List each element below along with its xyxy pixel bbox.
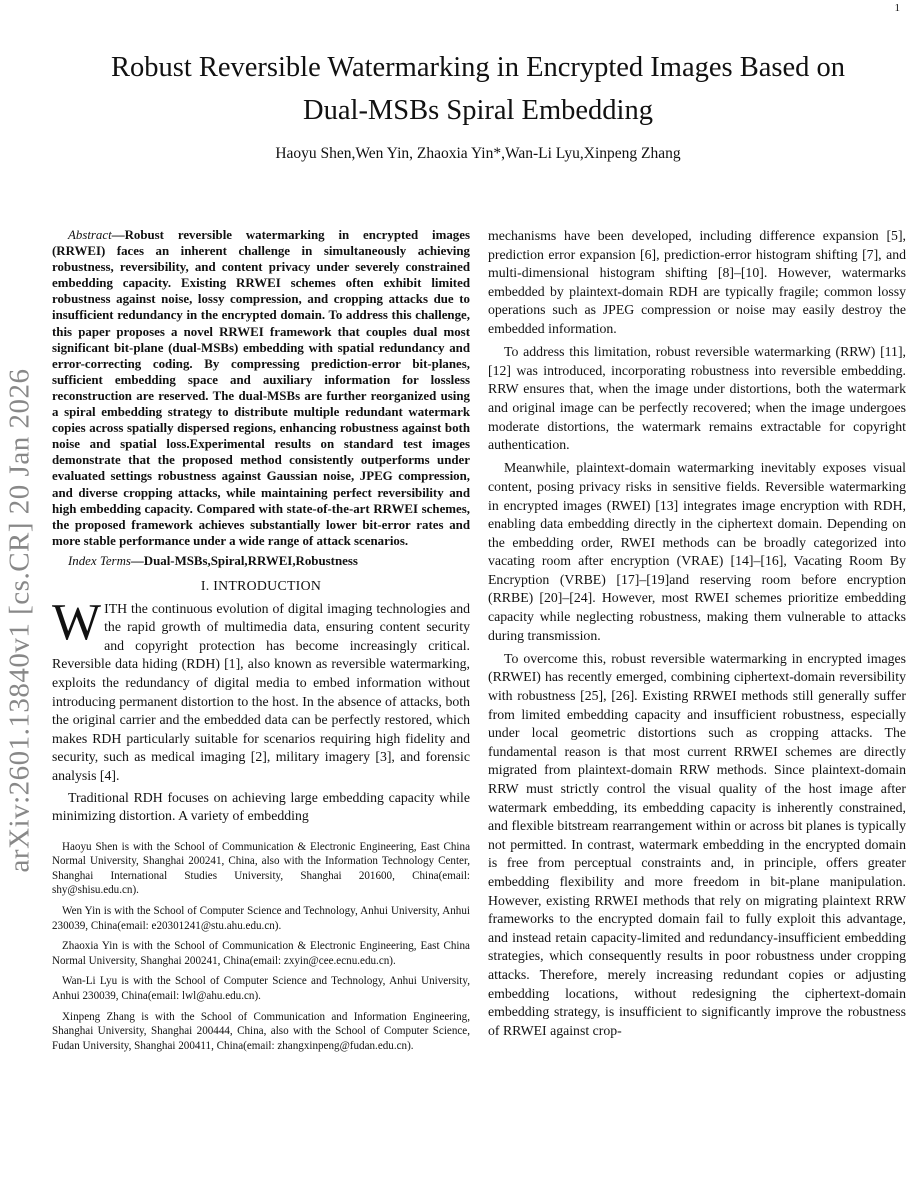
body-paragraph: mechanisms have been developed, including difference expansion [5], prediction error expansion [6], prediction-error histogram shifting [7], and multi-dimensional histogram shifting [8]–[10]. However, watermarks embedded by plaintext-domain RDH are typically fragile; common lossy operations such as JPEG compression or noise may easily destroy the embedded information. [488,228,906,336]
right-column [488,227,906,1045]
abstract: Abstract—Robust reversible watermarking in encrypted images (RRWEI) faces an inherent challenge in simultaneously achieving robustness, reversibility, and content privacy under severely constrained embedding capacity. Existing RRWEI schemes often exhibit limited robustness against noise, lossy compression, and cropping attacks due to insufficient redundancy in the encrypted domain. To address this challenge, this paper proposes a novel RRWEI framework that couples dual most significant bit-plane (dual-MSBs) embedding with spatial redundancy and error-correcting coding. By compressing prediction-error bit-planes, sufficient embedding space and auxiliary information for lossless reconstruction are reserved. The dual-MSBs are further reorganized using a spiral embedding strategy to distribute multiple redundant watermark copies across spatially dispersed regions, enhancing robustness against both noise and spatial loss.Experimental results on standard test images demonstrate that the proposed method consistently outperforms under evaluated settings robustness against Gaussian noise, JPEG compression, and diverse cropping attacks, while maintaining perfect reversibility and high embedding capacity. Compared with state-of-the-art RRWEI schemes, the proposed framework achieves substantially lower bit-error rates and more stable performance under a wide range of attack scenarios. [52,228,470,548]
body-paragraph: To address this limitation, robust reversible watermarking (RRW) [11], [12] was introduced, incorporating robustness into reversible embedding. RRW ensures that, when the image under distortions, both the watermark and original image can be perfectly recovered; when the image undergoes moderate distortions, the watermark remains extractable for copyright authentication. [488,344,906,453]
body-paragraph: To overcome this, robust reversible watermarking in encrypted images (RRWEI) has recently emerged, combining ciphertext-domain reversibility with robustness [25], [26]. Existing RRWEI methods still generally suffer from limited embedding capacity and insufficient robustness, especially under local geometric distortions such as cropping attacks. The fundamental reason is that most current RRWEI schemes are directly migrated from plaintext-domain RRW methods. Since plaintext-domain RRW must strictly control the visual quality of the host image after watermark embedding, its embedding capacity is inherently constrained, and flexible bitstream rearrangement within or across bit planes is typically not permitted. In contrast, watermark embedding in the encrypted domain is free from perceptual constraints and, in principle, offers greater embedding flexibility and more freedom in bit-plane manipulation. However, existing RRWEI methods that rely on migrating plaintext RRW frameworks to the encrypted domain fail to fully exploit this advantage, and instead retain capacity-limited and redundancy-insufficient embedding strategies, which consequently results in poor robustness under cropping attacks. Therefore, merely increasing redundant copies or adjusting embedding locations, without redesigning the ciphertext-domain embedding strategy, is insufficient to significantly improve the robustness of RRWEI against crop- [488,650,906,1038]
index-terms: Index Terms—Dual-MSBs,Spiral,RRWEI,Robustness [68,553,358,568]
left-column [52,227,470,1059]
footnote: Wen Yin is with the School of Computer Science and Technology, Anhui University, Anhui 230039, China(email: e20301241@stu.ahu.edu.cn). [52,905,470,932]
abstract-label: Abstract [68,228,112,242]
footnote: Zhaoxia Yin is with the School of Communication & Electronic Engineering, East China Normal University, Shanghai 200241, China(email: zxyin@cee.ecnu.edu.cn). [52,940,470,967]
intro-paragraph-2: Traditional RDH focuses on achieving large embedding capacity while minimizing distortion. A variety of embedding [52,789,470,824]
arxiv-stamp [0,330,40,910]
footnote: Xinpeng Zhang is with the School of Communication and Information Engineering, Shanghai University, Shanghai 200444, China, also with the School of Computer Science, Fudan University, Shanghai 200411, China(email: zhangxinpeng@fudan.edu.cn). [52,1010,470,1052]
intro-paragraph-1-text: ITH the continuous evolution of digital imaging technologies and the rapid growth of multimedia data, ensuring content security and copyright protection has become increasingly critical. Reversible data hiding (RDH) [1], also known as reversible watermarking, exploits the redundancy of digital media to embed information without introducing permanent distortion to the host. In the absence of attacks, both the original carrier and the embedded data can be perfectly restored, which makes RDH particularly suitable for scenarios requiring high fidelity and security, such as medical imaging [2], military imagery [3], and forensic analysis [4]. [52,600,470,783]
section-heading-introduction: I. INTRODUCTION [200,577,322,593]
arxiv-stamp-text: arXiv:2601.13840v1 [cs.CR] 20 Jan 2026 [3,368,36,872]
author-footnotes [52,840,470,1054]
page-number: 1 [894,2,900,14]
title-line-2: Dual-MSBs Spiral Embedding [303,95,653,126]
title-line-1: Robust Reversible Watermarking in Encrypted Images Based on [110,52,846,83]
index-terms-text: Dual-MSBs,Spiral,RRWEI,Robustness [143,553,358,568]
footnote: Haoyu Shen is with the School of Communication & Electronic Engineering, East China Normal University, Shanghai 200241, China, also with the Information Technology Center, Shanghai International Studies University, Shanghai 201600, China(email: shy@shisu.edu.cn). [52,840,470,897]
index-terms-label: Index Terms [68,553,131,568]
footnote: Wan-Li Lyu is with the School of Computer Science and Technology, Anhui University, Anhui 230039, China(email: lwl@ahu.edu.cn). [52,975,470,1003]
abstract-text: Robust reversible watermarking in encrypted images (RRWEI) faces an inherent challenge in simultaneously achieving robustness, reversibility, and content privacy under severely constrained embedding capacity. Existing RRWEI schemes often exhibit limited robustness against noise, lossy compression, and cropping attacks due to insufficient redundancy in the encrypted domain. To address this challenge, this paper proposes a novel RRWEI framework that couples dual most significant bit-plane (dual-MSBs) embedding with spatial redundancy and error-correcting coding. By compressing prediction-error bit-planes, sufficient embedding space and auxiliary information for lossless reconstruction are reserved. The dual-MSBs are further reorganized using a spiral embedding strategy to distribute multiple redundant watermark copies across spatially dispersed regions, enhancing robustness against both noise and spatial loss.Experimental results on standard test images demonstrate that the proposed method consistently outperforms under evaluated settings robustness against Gaussian noise, JPEG compression, and diverse cropping attacks, while maintaining perfect reversibility and high embedding capacity. Compared with state-of-the-art RRWEI schemes, the proposed framework achieves substantially lower bit-error rates and more stable performance under a wide range of attack scenarios. [52,228,470,548]
author-list: Haoyu Shen,Wen Yin, Zhaoxia Yin*,Wan-Li Lyu,Xinpeng Zhang [275,145,681,162]
drop-cap: W [52,593,102,651]
paper-title [60,46,896,132]
intro-paragraph-1 [52,593,470,786]
body-paragraph: Meanwhile, plaintext-domain watermarking inevitably exposes visual content, posing privacy risks in sensitive fields. Reversible watermarking in encrypted images (RWEI) [13] integrates image encryption with RDH, enabling data embedding directly in the ciphertext domain. Depending on the embedding order, RWEI methods can be broadly categorized into vacating room after encryption (VRAE) [14]–[16], Vacating Room By Encryption (VRBE) [17]–[19]and reserving room before encryption (RRBE) [20]–[24]. However, most RWEI schemes prioritize embedding capacity while neglecting robustness, making them vulnerable to attacks during transmission. [488,460,906,643]
